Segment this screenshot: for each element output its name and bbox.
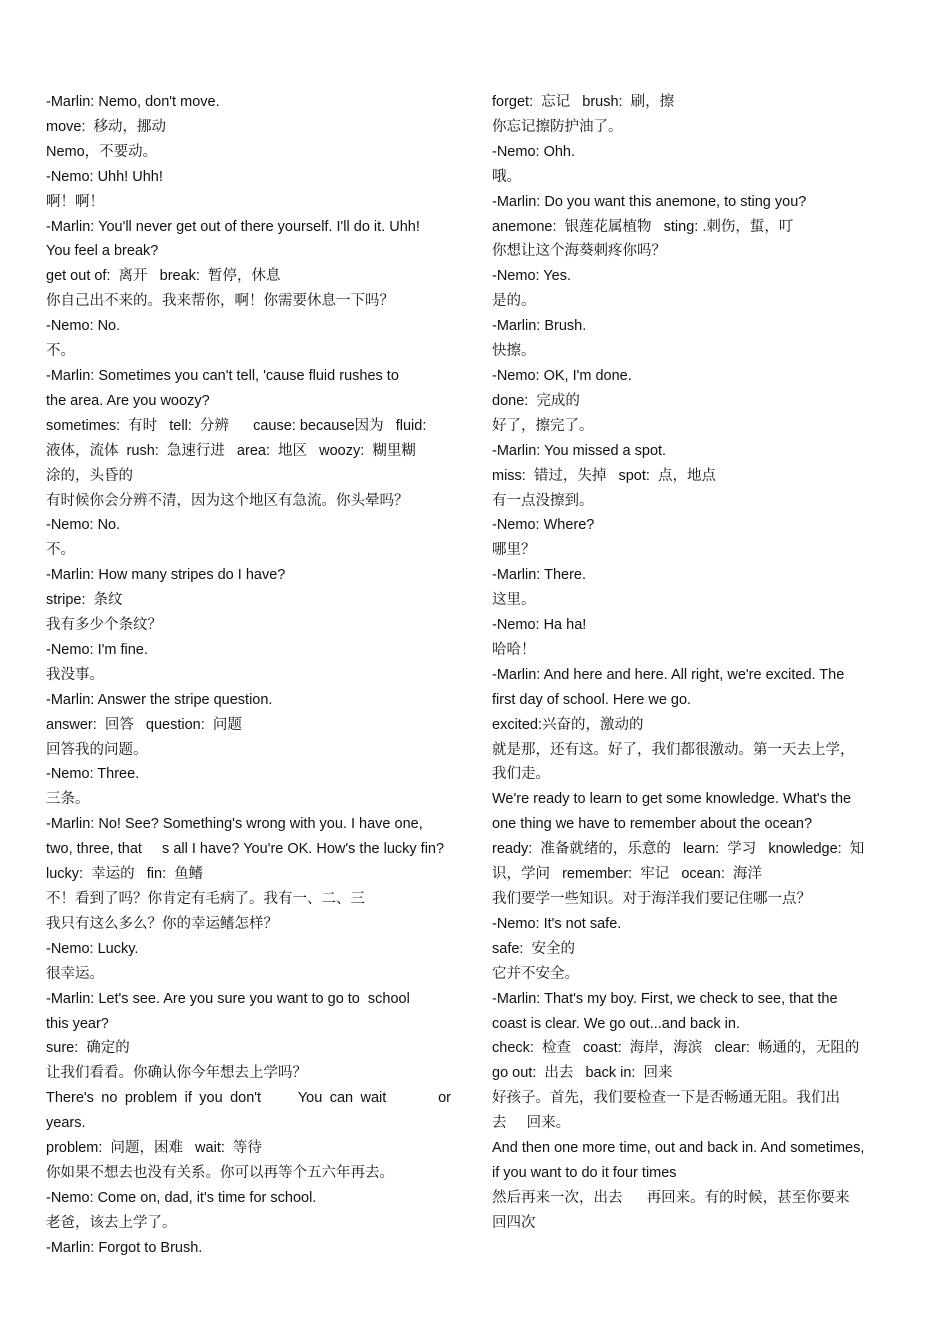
text-line: 不。 — [46, 542, 75, 559]
text-line: -Marlin: No! See? Something's wrong with you. I have one, — [46, 816, 423, 833]
text-line: 它并不安全。 — [492, 965, 579, 982]
text-line: 这里。 — [492, 592, 536, 609]
text-line: -Marlin: And here and here. All right, we're excited. The — [492, 666, 845, 683]
text-line: 很幸运。 — [46, 965, 104, 982]
text-line: 好了，擦完了。 — [492, 417, 594, 434]
text-line: 回答我的问题。 — [46, 741, 148, 758]
text-line: 你忘记擦防护油了。 — [492, 118, 623, 135]
text-line: -Marlin: Nemo, don't move. — [46, 94, 220, 110]
text-line: 有一点没擦到。 — [492, 492, 594, 509]
text-line: -Marlin: Do you want this anemone, to sting you? — [492, 193, 807, 210]
text-line: 哦。 — [492, 168, 521, 185]
text-line: -Marlin: You missed a spot. — [492, 442, 667, 459]
text-line: -Marlin: Brush. — [492, 318, 587, 335]
text-line: Nemo，不要动。 — [46, 143, 158, 160]
text-line: sometimes: 有时 tell: 分辨 cause: because因为 fluid: — [46, 417, 427, 434]
text-line: 是的。 — [492, 293, 536, 310]
text-line: -Nemo: Lucky. — [46, 940, 139, 957]
text-line: We're ready to learn to get some knowledge. What's the — [492, 791, 852, 808]
text-line: -Marlin: Let's see. Are you sure you want to go to school — [46, 990, 410, 1007]
text-line: -Nemo: OK, I'm done. — [492, 367, 632, 384]
text-line: excited:兴奋的，激动的 — [492, 716, 644, 733]
text-line: problem: 问题，困难 wait: 等待 — [46, 1140, 262, 1157]
text-line: -Marlin: Forgot to Brush. — [46, 1239, 203, 1256]
text-line: 你自己出不来的。我来帮你，啊！你需要休息一下吗？ — [46, 293, 394, 310]
text-line: -Nemo: Uhh! Uhh! — [46, 168, 163, 185]
text-line: coast is clear. We go out...and back in. — [492, 1015, 740, 1032]
text-line: this year? — [46, 1015, 109, 1032]
text-line: You feel a break? — [46, 243, 159, 260]
text-line: 不。 — [46, 343, 75, 360]
text-line: -Nemo: No. — [46, 318, 121, 335]
text-line: 液体，流体 rush: 急速行进 area: 地区 woozy: 糊里糊 — [46, 442, 416, 459]
left-text-column — [46, 90, 480, 1261]
text-line: 识，学问 remember: 牢记 ocean: 海洋 — [492, 866, 762, 883]
text-line: 你想让这个海葵刺疼你吗？ — [492, 243, 666, 260]
text-line: -Nemo: Ha ha! — [492, 617, 587, 634]
text-line: lucky: 幸运的 fin: 鱼鳍 — [46, 866, 204, 883]
text-line: forget: 忘记 brush: 刷，擦 — [492, 94, 675, 110]
text-line: -Nemo: It's not safe. — [492, 915, 622, 932]
text-line: -Marlin: How many stripes do I have? — [46, 567, 286, 584]
text-line: anemone: 银莲花属植物 sting: .刺伤，蜇，叮 — [492, 218, 794, 235]
text-line: if you want to do it four times — [492, 1164, 677, 1181]
text-line: -Nemo: I'm fine. — [46, 641, 148, 658]
text-line: -Nemo: Where? — [492, 517, 595, 534]
text-line: 不！看到了吗？你肯定有毛病了。我有一、二、三 — [46, 891, 365, 907]
text-line: answer: 回答 question: 问题 — [46, 716, 242, 733]
text-line: go out: 出去 back in: 回来 — [492, 1065, 673, 1082]
text-line: -Marlin: Answer the stripe question. — [46, 691, 273, 708]
text-line: -Marlin: That's my boy. First, we check to see, that the — [492, 990, 838, 1007]
text-line: 我们走。 — [492, 766, 550, 783]
text-line: 哪里？ — [492, 542, 536, 559]
text-line: 涂的，头昏的 — [46, 467, 133, 484]
text-line: -Nemo: No. — [46, 517, 121, 534]
text-line: 我只有这么多么？你的幸运鳍怎样？ — [46, 915, 278, 932]
text-line: 然后再来一次，出去 再回来。有的时候，甚至你要来 — [492, 1189, 850, 1206]
text-line: 哈哈！ — [492, 641, 536, 658]
text-line: There's no problem if you don't You can wait or years. — [46, 1090, 480, 1132]
text-line: 回四次 — [492, 1214, 536, 1231]
text-line: one thing we have to remember about the ocean? — [492, 816, 813, 833]
right-text-column — [492, 90, 896, 1236]
text-line: 你如果不想去也没有关系。你可以再等个五六年再去。 — [46, 1164, 394, 1181]
text-line: miss: 错过，失掉 spot: 点，地点 — [492, 467, 716, 484]
text-line: safe: 安全的 — [492, 940, 575, 957]
text-line: move: 移动，挪动 — [46, 118, 167, 135]
text-line: And then one more time, out and back in. And sometimes, — [492, 1140, 865, 1157]
text-line: 我们要学一些知识。对于海洋我们要记住哪一点？ — [492, 891, 811, 907]
text-line: 去 回来。 — [492, 1115, 571, 1132]
text-line: sure: 确定的 — [46, 1040, 130, 1057]
text-line: 有时候你会分辨不清，因为这个地区有急流。你头晕吗？ — [46, 492, 409, 509]
text-line: -Nemo: Ohh. — [492, 143, 575, 160]
text-line: 让我们看看。你确认你今年想去上学吗？ — [46, 1065, 307, 1082]
text-line: 三条。 — [46, 791, 90, 808]
text-line: 好孩子。首先，我们要检查一下是否畅通无阻。我们出 — [492, 1090, 840, 1107]
text-line: -Nemo: Yes. — [492, 268, 571, 285]
text-line: -Marlin: You'll never get out of there yourself. I'll do it. Uhh! — [46, 218, 420, 235]
text-line: get out of: 离开 break: 暂停，休息 — [46, 268, 281, 285]
text-line: first day of school. Here we go. — [492, 691, 692, 708]
text-line: 我没事。 — [46, 666, 104, 683]
text-line: ready: 准备就绪的，乐意的 learn: 学习 knowledge: 知 — [492, 841, 865, 858]
text-line: stripe: 条纹 — [46, 592, 123, 609]
text-line: -Nemo: Three. — [46, 766, 140, 783]
text-line: 快擦。 — [492, 343, 536, 360]
text-line: 就是那，还有这。好了，我们都很激动。第一天去上学， — [492, 741, 855, 758]
text-line: -Marlin: Sometimes you can't tell, 'cause fluid rushes to — [46, 367, 399, 384]
text-line: two, three, that s all I have? You're OK. How's the lucky fin? — [46, 841, 445, 858]
text-line: the area. Are you woozy? — [46, 392, 210, 409]
text-line: -Nemo: Come on, dad, it's time for school. — [46, 1189, 317, 1206]
text-line: check: 检查 coast: 海岸，海滨 clear: 畅通的，无阻的 — [492, 1040, 860, 1057]
text-line: 啊！啊！ — [46, 193, 104, 210]
text-line: 老爸，该去上学了。 — [46, 1214, 177, 1231]
text-line: -Marlin: There. — [492, 567, 587, 584]
text-line: done: 完成的 — [492, 392, 580, 409]
text-line: 我有多少个条纹？ — [46, 617, 162, 634]
